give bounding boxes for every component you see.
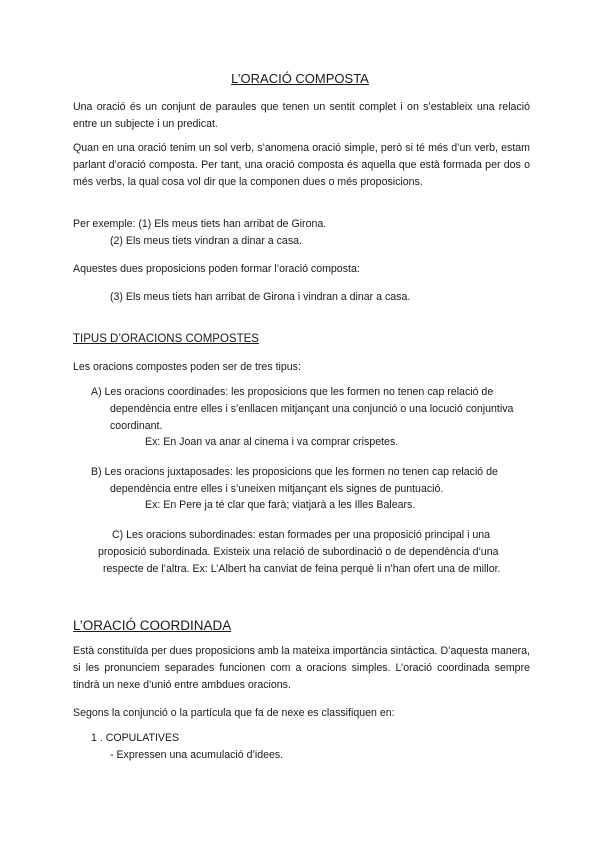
tipus-item-a-line-3: coordinant.	[110, 420, 163, 432]
tipus-item-b-example: Ex: En Pere ja té clar que farà; viatjarà a les Illes Balears.	[145, 499, 416, 511]
tipus-item-a-example: Ex: En Joan va anar al cinema i va comprar crispetes.	[145, 436, 399, 448]
page-title: L’ORACIÓ COMPOSTA	[231, 71, 369, 86]
example-2: (2) Els meus tiets vindran a dinar a casa.	[110, 235, 302, 247]
tipus-lead: Les oracions compostes poden ser de tres tipus:	[73, 361, 301, 373]
tipus-item-c-line-3: respecte de l’altra. Ex: L’Albert ha canviat de feina perquè li n’han ofert una de millor.	[103, 563, 501, 575]
section-heading-tipus: TIPUS D’ORACIONS COMPOSTES	[73, 333, 259, 345]
tipus-item-b-line-1: B) Les oracions juxtaposades: les proposicions que les formen no tenen cap relació de	[91, 466, 498, 478]
coordinada-paragraph-2: Segons la conjunció o la partícula que fa de nexe es classifiquen en:	[73, 707, 395, 719]
intro-paragraph-1: Una oració és un conjunt de paraules que tenen un sentit complet i on s’estableix una relació entre un subjecte i un predicat.	[73, 101, 530, 130]
section-heading-coordinada: L’ORACIÓ COORDINADA	[73, 618, 232, 633]
intro-paragraph-2: Quan en una oració tenim un sol verb, s’anomena oració simple, però si té més d’un verb, estam parlant d’oració composta. Per tant, una oració composta és aquella que està formada per dos o més verbs, la qual cosa vol dir que la componen dues o més proposicions.	[73, 142, 530, 188]
list-item-copulatives: 1 . COPULATIVES	[91, 732, 180, 744]
tipus-item-c-line-1: C) Les oracions subordinades: estan formades per una proposició principal i una	[112, 529, 491, 541]
tipus-item-a-line-1: A) Les oracions coordinades: les proposicions que les formen no tenen cap relació de	[91, 386, 494, 398]
example-3: (3) Els meus tiets han arribat de Girona i vindran a dinar a casa.	[110, 291, 411, 303]
intro-paragraph-3: Aquestes dues proposicions poden formar l’oració composta:	[73, 263, 360, 275]
tipus-item-b-line-2: dependència entre elles i s’uneixen mitjançant els signes de puntuació.	[110, 483, 444, 495]
tipus-item-a-line-2: dependència entre elles i s’enllacen mitjançant una conjunció o una locució conjuntiva	[110, 403, 514, 415]
list-item-copulatives-sub: - Expressen una acumulació d’idees.	[110, 749, 284, 761]
example-1: Per exemple: (1) Els meus tiets han arribat de Girona.	[73, 218, 327, 230]
coordinada-paragraph-1: Està constituïda per dues proposicions amb la mateixa importància sintàctica. D’aquesta manera, si les pronunciem separades funcionen com a oracions simples. L’oració coordinada sempre tindrà un nexe d’unió entre ambdues oracions.	[73, 645, 530, 691]
tipus-item-c-line-2: proposició subordinada. Existeix una relació de subordinació o de dependència d’una	[98, 546, 499, 558]
